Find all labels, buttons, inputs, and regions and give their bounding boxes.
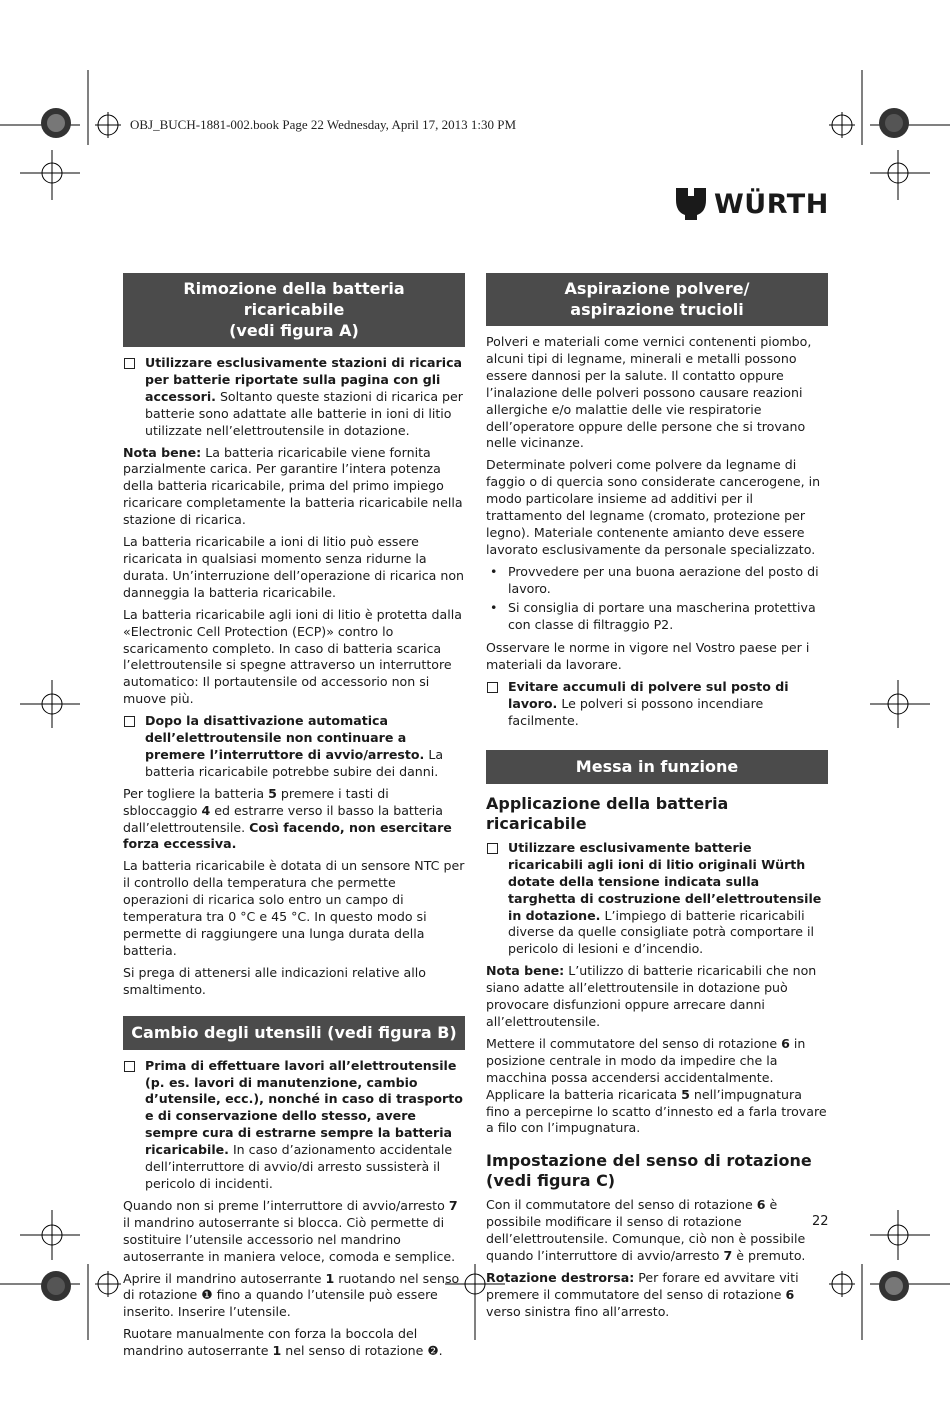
text-run: Per togliere la batteria xyxy=(123,785,269,801)
bullet-item xyxy=(486,564,828,598)
section-header-startup: Messa in funzione xyxy=(486,750,828,784)
paragraph: La batteria ricaricabile agli ioni di litio è protetta dalla «Electronic Cell Protection (ECP)» contro lo scaricamento completo. In caso di batteria scarica l’elettroutensile si spegne attraverso un interruttore automatico: Il portautensile od accessorio non si muove più. xyxy=(123,606,462,707)
text-run: verso sinistra fino all’arresto. xyxy=(486,1303,670,1319)
section-title-line: Rimozione della batteria ricaricabile xyxy=(183,279,405,319)
text-run: nell’impugnatura fino a percepirne lo scatto d’innesto ed a farla trovare a filo con l’impugnatura. xyxy=(486,1086,827,1136)
note-text: La batteria ricaricabile viene fornita parzialmente carica. Per garantire l’intera potenza della batteria ricaricabile, prima del primo impiego ricaricare completamente la batteria ricaricabile nella stazione di ricarica. xyxy=(123,444,463,528)
paragraph xyxy=(486,1036,828,1137)
checkbox-square-icon xyxy=(124,358,135,369)
text-run: Per forare ed avvitare viti premere il commutatore del senso di rotazione xyxy=(486,1269,799,1302)
note-label: Nota bene: xyxy=(486,963,565,979)
paragraph xyxy=(123,1198,465,1266)
warning-bold: Dopo la disattivazione automatica dell’elettroutensile non continuare a premere l’interruttore di avvio/arresto. xyxy=(145,713,425,762)
section-title-line: (vedi figura A) xyxy=(229,321,359,340)
paragraph: Polveri e materiali come vernici contenenti piombo, alcuni tipi di legname, minerali e metalli possono essere dannosi per la salute. Il contatto oppure l’inalazione delle polveri possono causare reazioni allergiche e/o malattie delle vie respiratorie dell’operatore oppure delle persone che si trovano nelle vicinanze. xyxy=(486,334,812,451)
ref-number: 6 xyxy=(781,1035,790,1051)
paragraph: La batteria ricaricabile a ioni di litio può essere ricaricata in qualsiasi momento senza ridurne la durata. Un’interruzione dell’operazione di ricarica non danneggia la batteria ricaricabile. xyxy=(123,534,465,600)
bullet-dot-icon: • xyxy=(490,563,498,579)
bullet-text: Si consiglia di portare una mascherina protettiva con classe di filtraggio P2. xyxy=(508,599,816,632)
text-run: il mandrino autoserrante si blocca. Ciò permette di sostituire l’utensile accessorio nel mandrino autoserrante in maniera veloce, comoda e semplice. xyxy=(123,1214,456,1264)
warning-bold: Utilizzare esclusivamente batterie ricaricabili agli ioni di litio originali Würth dotate della tensione indicata sulla targhetta di costruzione dell’elettroutensile in dotazione. xyxy=(508,839,822,923)
text-run: Ruotare manualmente con forza la boccola del mandrino autoserrante xyxy=(123,1326,418,1359)
ref-number: 1 xyxy=(325,1270,335,1286)
text-run: è premuto. xyxy=(732,1248,806,1264)
ref-number: 1 xyxy=(272,1343,282,1359)
warning-text: Soltanto queste stazioni di ricarica per batterie sono adattate alle batterie in ioni di litio utilizzate nell’elettroutensile in dotazione. xyxy=(145,388,463,438)
warning-item xyxy=(486,840,828,958)
note-paragraph xyxy=(486,963,828,1031)
paragraph xyxy=(123,1326,465,1360)
ref-number: 5 xyxy=(268,785,277,801)
warning-item xyxy=(123,355,465,440)
ref-number: 7 xyxy=(448,1197,458,1213)
paragraph xyxy=(486,1270,828,1321)
text-run: è possibile modificare il senso di rotazione dell’elettroutensile. Comunque, ciò non è possibile quando l’interruttore di avvio/arresto xyxy=(486,1197,806,1264)
bullet-dot-icon: • xyxy=(490,599,498,615)
text-run: Con il commutatore del senso di rotazione xyxy=(486,1197,757,1213)
bullet-item xyxy=(486,600,828,634)
text-run: Mettere il commutatore del senso di rotazione xyxy=(486,1035,782,1051)
ref-number: 4 xyxy=(201,802,211,818)
text-run: premere i tasti di sbloccaggio xyxy=(123,785,389,818)
subheading-battery-insertion: Applicazione della batteria ricaricabile xyxy=(486,793,729,833)
subheading-line: Impostazione del senso di rotazione xyxy=(486,1151,812,1171)
subheading-rotation-direction xyxy=(486,1151,828,1191)
brand-name: WÜRTH xyxy=(714,188,829,220)
ref-number: 7 xyxy=(723,1248,733,1264)
paragraph xyxy=(123,786,465,854)
wurth-logo-icon xyxy=(676,188,706,220)
paragraph: Si prega di attenersi alle indicazioni relative allo smaltimento. xyxy=(123,964,426,997)
warning-text: Le polveri si possono incendiare facilmente. xyxy=(508,696,764,729)
warning-text: In caso d’azionamento accidentale dell’interruttore di avvio/di arresto sussisterà il pericolo di incidenti. xyxy=(145,1142,453,1191)
warning-text: La batteria ricaricabile potrebbe subire dei danni. xyxy=(145,746,444,779)
warning-item xyxy=(486,679,828,730)
warning-bold: Prima di effettuare lavori all’elettroutensile (p. es. lavori di manutenzione, cambio d’utensile, ecc.), nonché in caso di trasporto e di conservazione dello stesso, avere sempre cura di estrarne sempre la batteria ricaricabile. xyxy=(145,1057,463,1158)
text-run: in posizione centrale in modo da impedire che la macchina possa accendersi accidentalmente. Applicare la batteria ricaricata xyxy=(486,1035,806,1102)
warning-bold: Utilizzare esclusivamente stazioni di ricarica per batterie riportate sulla pagina con gli accessori. xyxy=(145,355,463,404)
text-run: ruotando nel senso di rotazione ❶ fino a quando l’utensile può essere inserito. Inserire l’utensile. xyxy=(123,1270,460,1320)
warning-item xyxy=(123,1058,465,1193)
right-column xyxy=(486,273,828,1326)
text-run: nel senso di rotazione ❷. xyxy=(281,1343,443,1359)
bullet-text: Provvedere per una buona aerazione del posto di lavoro. xyxy=(508,563,819,596)
wurth-logo xyxy=(676,188,829,220)
warning-text: L’impiego di batterie ricaricabili diverse da quelle consigliate potrà comportare il pericolo di lesioni e d’incendio. xyxy=(508,907,815,957)
paragraph: Osservare le norme in vigore nel Vostro paese per i materiali da lavorare. xyxy=(486,640,810,673)
note-label: Nota bene: xyxy=(123,444,202,460)
checkbox-square-icon xyxy=(124,716,135,727)
ref-number: 6 xyxy=(756,1197,766,1213)
checkbox-square-icon xyxy=(124,1061,135,1072)
page-number: 22 xyxy=(812,1214,829,1229)
section-title-line: Aspirazione polvere/ xyxy=(564,279,750,298)
note-text: L’utilizzo di batterie ricaricabili che non siano adatte all’elettroutensile in dotazione può provocare disfunzioni oppure arrecare danni all’elettroutensile. xyxy=(486,963,817,1029)
book-info-line: OBJ_BUCH-1881-002.book Page 22 Wednesday, April 17, 2013 1:30 PM xyxy=(130,117,517,132)
warning-bold: Evitare accumuli di polvere sul posto di lavoro. xyxy=(508,679,789,712)
left-column xyxy=(123,273,465,1365)
note-paragraph xyxy=(123,445,465,530)
text-run: ed estrarre verso il basso la batteria dall’elettroutensile. xyxy=(123,802,443,835)
ref-number: 5 xyxy=(681,1086,690,1102)
ref-number: 6 xyxy=(785,1286,795,1302)
section-header-battery-removal xyxy=(123,273,465,347)
checkbox-square-icon xyxy=(487,682,498,693)
paragraph xyxy=(486,1197,828,1265)
warning-item xyxy=(123,713,465,781)
bold-run: Così facendo, non esercitare forza eccessiva. xyxy=(123,819,452,852)
section-title-line: aspirazione trucioli xyxy=(570,300,744,319)
paragraph: Determinate polveri come polvere da legname di faggio o di quercia sono considerate cancerogene, in modo particolare insieme ad additivi per il trattamento del legname (cromato, protezione per legno). Materiale contenente amianto deve essere lavorato esclusivamente da personale specializzato. xyxy=(486,457,821,557)
paragraph xyxy=(123,1271,465,1322)
bold-label: Rotazione destrorsa: xyxy=(486,1269,635,1285)
section-header-tool-change: Cambio degli utensili (vedi figura B) xyxy=(123,1016,465,1050)
text-run: Quando non si preme l’interruttore di avvio/arresto xyxy=(123,1197,449,1213)
checkbox-square-icon xyxy=(487,843,498,854)
subheading-line: (vedi figura C) xyxy=(486,1171,616,1191)
section-header-dust-extraction xyxy=(486,273,828,326)
paragraph: La batteria ricaricabile è dotata di un sensore NTC per il controllo della temperatura che permette operazioni di ricarica solo entro un campo di temperatura tra 0 °C e 45 °C. In questo modo si permette di raggiungere una lunga durata della batteria. xyxy=(123,858,465,958)
text-run: Aprire il mandrino autoserrante xyxy=(123,1270,326,1286)
